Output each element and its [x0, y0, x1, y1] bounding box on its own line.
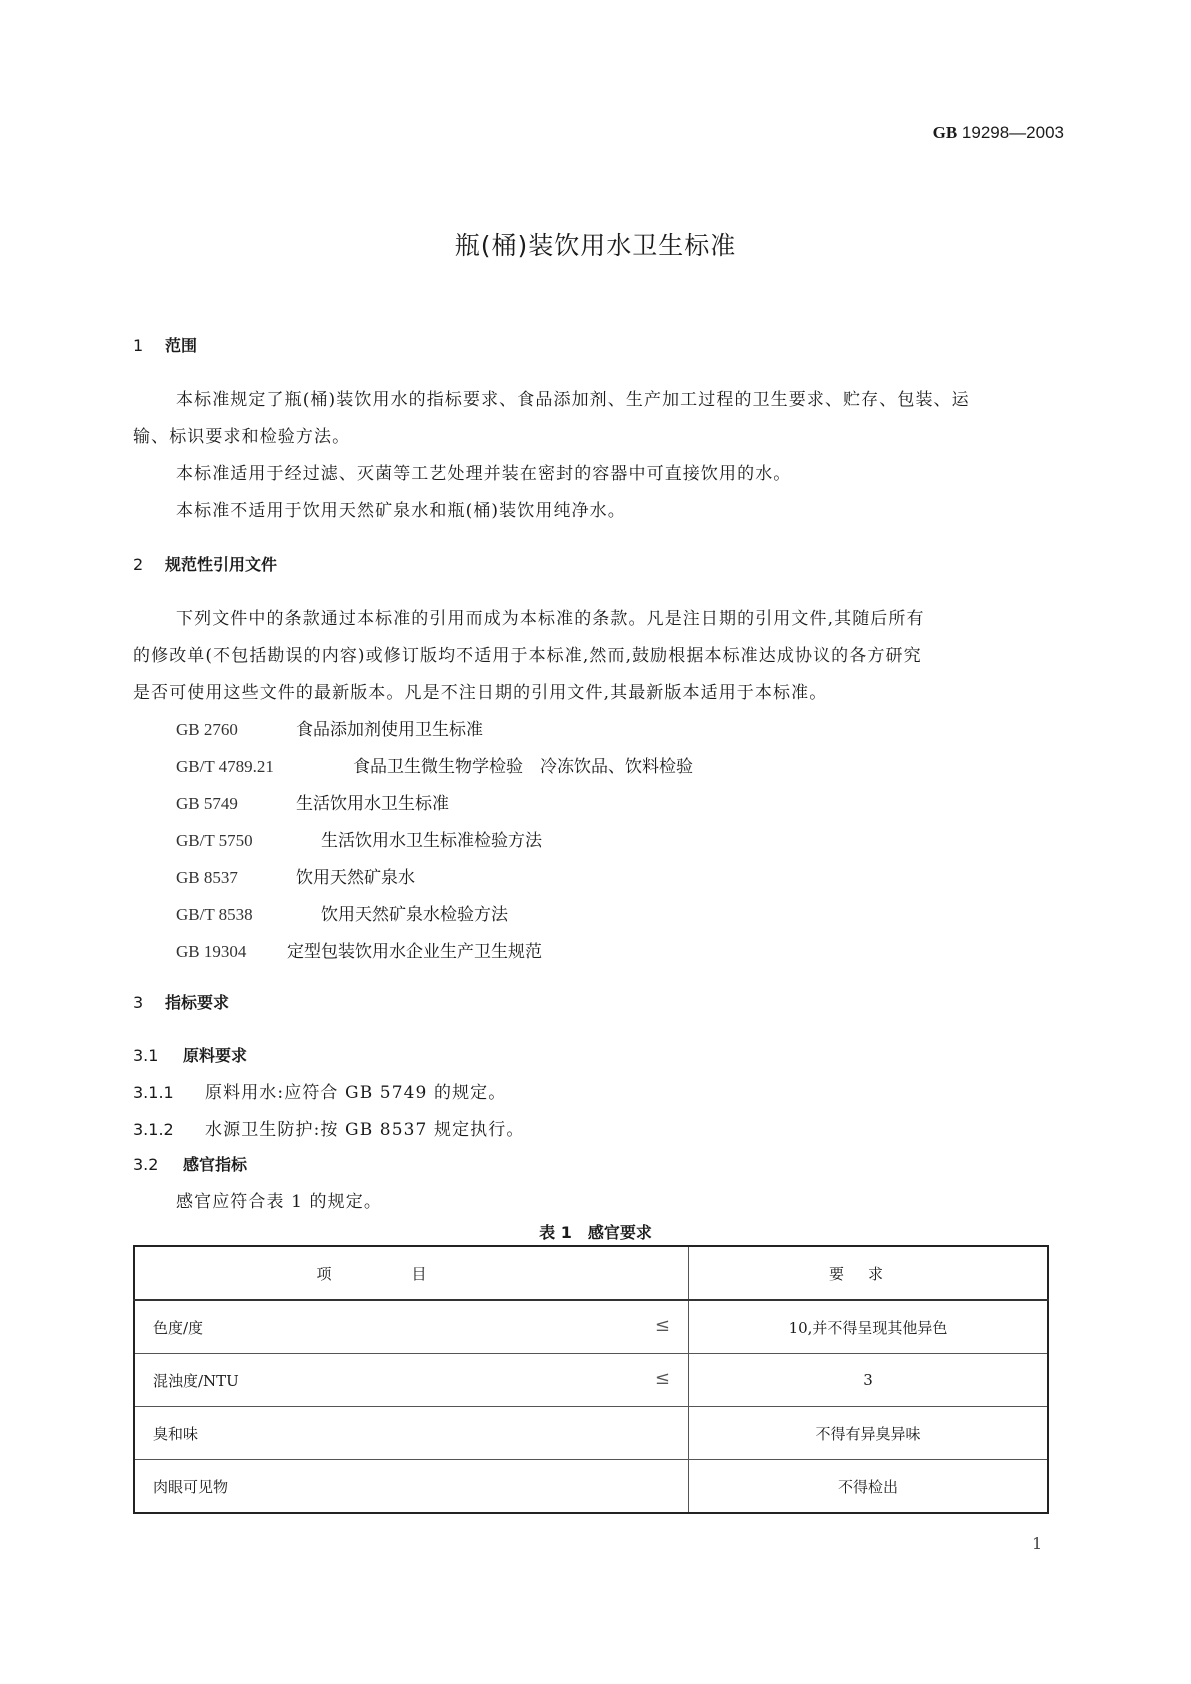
section-title: 感官指标 — [183, 1155, 248, 1174]
reference-code: GB 8537 — [176, 868, 238, 887]
section-3-heading — [133, 990, 229, 1013]
section-title: 规范性引用文件 — [165, 555, 278, 574]
reference-code: GB/T 5750 — [176, 831, 253, 850]
standard-prefix: GB — [932, 123, 958, 142]
section-title: 原料要求 — [183, 1046, 248, 1065]
table-caption: 表 1 感官要求 — [539, 1223, 652, 1242]
column-header-requirement: 要求 — [689, 1246, 1049, 1300]
requirement-cell: 10,并不得呈现其他异色 — [689, 1300, 1049, 1354]
paragraph: 感官应符合表 1 的规定。 — [176, 1192, 382, 1212]
item-cell — [134, 1354, 689, 1407]
clause-text: 原料用水:应符合 GB 5749 的规定。 — [205, 1083, 507, 1103]
standard-code — [933, 123, 1064, 143]
section-1-heading — [133, 333, 197, 356]
reference-code: GB 19304 — [176, 942, 247, 961]
reference-item — [176, 863, 415, 888]
reference-name: 饮用天然矿泉水 — [296, 868, 415, 888]
reference-item — [176, 900, 508, 925]
document-title: 瓶(桶)装饮用水卫生标准 — [454, 231, 737, 260]
clause-3-1-1 — [133, 1078, 506, 1103]
paragraph: 是否可使用这些文件的最新版本。凡是不注日期的引用文件,其最新版本适用于本标准。 — [133, 683, 828, 703]
reference-item — [176, 715, 483, 740]
standard-number: 19298—2003 — [961, 123, 1064, 142]
table-header-row — [134, 1246, 1048, 1300]
paragraph: 本标准规定了瓶(桶)装饮用水的指标要求、食品添加剂、生产加工过程的卫生要求、贮存、包装、运 — [176, 390, 970, 410]
item-label: 臭和味 — [153, 1424, 199, 1443]
table-row — [134, 1460, 1048, 1514]
section-number: 3.1 — [133, 1046, 159, 1065]
paragraph: 本标准适用于经过滤、灭菌等工艺处理并装在密封的容器中可直接饮用的水。 — [176, 464, 792, 484]
reference-item — [176, 752, 693, 777]
item-cell — [134, 1407, 689, 1460]
paragraph: 的修改单(不包括勘误的内容)或修订版均不适用于本标准,然而,鼓励根据本标准达成协议的各方研究 — [133, 646, 922, 666]
section-number: 3.2 — [133, 1155, 159, 1174]
item-label: 肉眼可见物 — [153, 1477, 229, 1496]
section-3-1-heading — [133, 1043, 247, 1066]
clause-3-1-2 — [133, 1115, 524, 1140]
requirement-cell: 3 — [689, 1354, 1049, 1407]
sensory-requirements-table — [133, 1245, 1049, 1514]
reference-name: 饮用天然矿泉水检验方法 — [321, 905, 508, 925]
item-label: 色度/度 — [153, 1318, 204, 1337]
section-number: 3 — [133, 993, 144, 1012]
paragraph: 下列文件中的条款通过本标准的引用而成为本标准的条款。凡是注日期的引用文件,其随后所有 — [176, 609, 925, 629]
requirement-cell: 不得检出 — [689, 1460, 1049, 1514]
item-cell — [134, 1460, 689, 1514]
reference-code: GB/T 4789.21 — [176, 757, 274, 776]
clause-text: 水源卫生防护:按 GB 8537 规定执行。 — [205, 1120, 525, 1140]
column-header-item: 项目 — [134, 1246, 689, 1300]
item-label: 混浊度/NTU — [153, 1371, 239, 1390]
paragraph: 输、标识要求和检验方法。 — [133, 427, 351, 447]
page-number: 1 — [1032, 1534, 1043, 1553]
reference-name: 生活饮用水卫生标准 — [296, 794, 449, 814]
reference-code: GB/T 8538 — [176, 905, 253, 924]
paragraph: 本标准不适用于饮用天然矿泉水和瓶(桶)装饮用纯净水。 — [176, 501, 626, 521]
operator: ≤ — [654, 1368, 670, 1389]
reference-code: GB 2760 — [176, 720, 238, 739]
table-row — [134, 1300, 1048, 1354]
reference-item — [176, 789, 449, 814]
reference-item — [176, 937, 542, 962]
section-title: 范围 — [165, 336, 198, 355]
table-row — [134, 1354, 1048, 1407]
clause-number: 3.1.1 — [133, 1083, 174, 1102]
section-number: 1 — [133, 336, 144, 355]
section-3-2-heading — [133, 1152, 247, 1175]
reference-name: 定型包装饮用水企业生产卫生规范 — [287, 942, 542, 962]
requirement-cell: 不得有异臭异味 — [689, 1407, 1049, 1460]
section-number: 2 — [133, 555, 144, 574]
table-row — [134, 1407, 1048, 1460]
reference-item — [176, 826, 542, 851]
reference-name: 食品卫生微生物学检验 冷冻饮品、饮料检验 — [353, 757, 693, 777]
section-2-heading — [133, 552, 277, 575]
clause-number: 3.1.2 — [133, 1120, 174, 1139]
section-title: 指标要求 — [165, 993, 230, 1012]
reference-name: 生活饮用水卫生标准检验方法 — [321, 831, 542, 851]
operator: ≤ — [654, 1315, 670, 1336]
reference-code: GB 5749 — [176, 794, 238, 813]
reference-name: 食品添加剂使用卫生标准 — [296, 720, 483, 740]
item-cell — [134, 1300, 689, 1354]
